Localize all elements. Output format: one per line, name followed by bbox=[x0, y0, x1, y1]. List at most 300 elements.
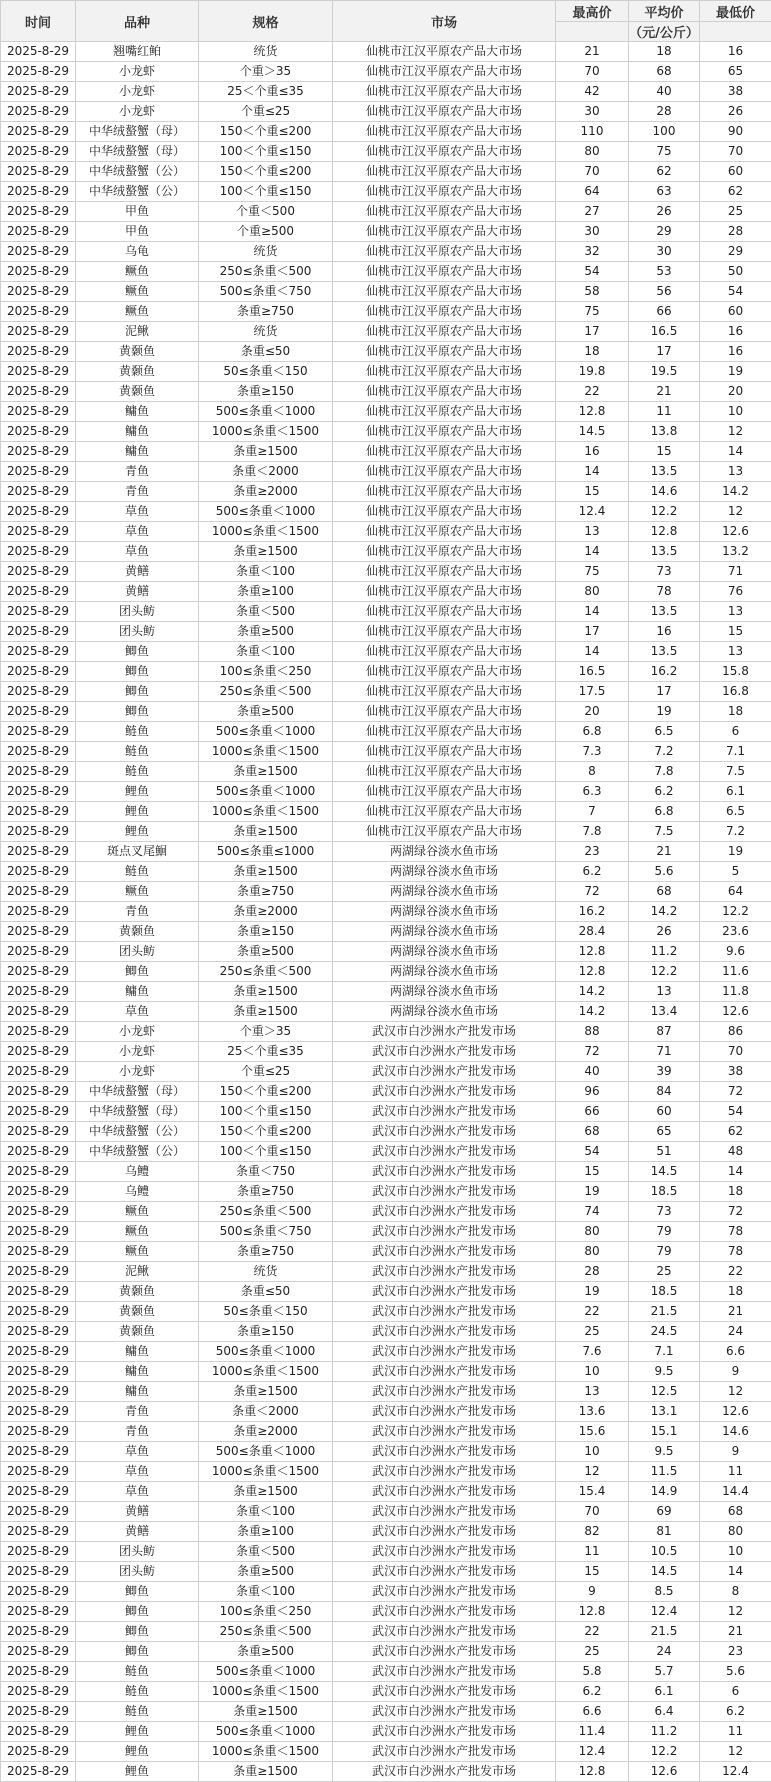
cell-variety: 团头鲂 bbox=[76, 1562, 199, 1582]
cell-high: 16.2 bbox=[556, 902, 629, 922]
cell-low: 13 bbox=[700, 642, 771, 662]
cell-low: 7.1 bbox=[700, 742, 771, 762]
cell-market: 武汉市白沙洲水产批发市场 bbox=[333, 1322, 556, 1342]
cell-high: 58 bbox=[556, 282, 629, 302]
cell-avg: 19.5 bbox=[629, 362, 700, 382]
cell-high: 7.8 bbox=[556, 822, 629, 842]
table-row bbox=[1, 602, 771, 622]
cell-variety: 鲤鱼 bbox=[76, 1722, 199, 1742]
cell-high: 27 bbox=[556, 202, 629, 222]
cell-low: 54 bbox=[700, 1102, 771, 1122]
table-row bbox=[1, 902, 771, 922]
cell-spec: 条重＜100 bbox=[199, 1502, 333, 1522]
cell-market: 武汉市白沙洲水产批发市场 bbox=[333, 1402, 556, 1422]
cell-variety: 鲫鱼 bbox=[76, 962, 199, 982]
cell-avg: 12.2 bbox=[629, 502, 700, 522]
table-row bbox=[1, 1082, 771, 1102]
table-row bbox=[1, 382, 771, 402]
cell-time: 2025-8-29 bbox=[1, 1322, 76, 1342]
cell-avg: 13.5 bbox=[629, 542, 700, 562]
cell-market: 武汉市白沙洲水产批发市场 bbox=[333, 1582, 556, 1602]
cell-market: 仙桃市江汉平原农产品大市场 bbox=[333, 662, 556, 682]
cell-spec: 条重≥500 bbox=[199, 702, 333, 722]
cell-high: 12.8 bbox=[556, 1602, 629, 1622]
cell-avg: 30 bbox=[629, 242, 700, 262]
cell-low: 60 bbox=[700, 302, 771, 322]
cell-avg: 7.1 bbox=[629, 1342, 700, 1362]
table-row bbox=[1, 122, 771, 142]
cell-high: 80 bbox=[556, 142, 629, 162]
cell-variety: 鲫鱼 bbox=[76, 1602, 199, 1622]
cell-variety: 中华绒螯蟹（母） bbox=[76, 1082, 199, 1102]
cell-time: 2025-8-29 bbox=[1, 62, 76, 82]
table-row bbox=[1, 702, 771, 722]
cell-high: 13 bbox=[556, 1382, 629, 1402]
cell-avg: 11.5 bbox=[629, 1462, 700, 1482]
table-row bbox=[1, 882, 771, 902]
cell-variety: 黄颡鱼 bbox=[76, 342, 199, 362]
cell-time: 2025-8-29 bbox=[1, 922, 76, 942]
cell-variety: 斑点叉尾鮰 bbox=[76, 842, 199, 862]
cell-market: 仙桃市江汉平原农产品大市场 bbox=[333, 462, 556, 482]
table-row bbox=[1, 202, 771, 222]
cell-variety: 小龙虾 bbox=[76, 102, 199, 122]
cell-time: 2025-8-29 bbox=[1, 1222, 76, 1242]
cell-high: 70 bbox=[556, 162, 629, 182]
cell-low: 15 bbox=[700, 622, 771, 642]
cell-time: 2025-8-29 bbox=[1, 722, 76, 742]
cell-avg: 18 bbox=[629, 42, 700, 62]
cell-time: 2025-8-29 bbox=[1, 762, 76, 782]
cell-avg: 68 bbox=[629, 62, 700, 82]
cell-high: 14 bbox=[556, 642, 629, 662]
table-row bbox=[1, 442, 771, 462]
cell-high: 7 bbox=[556, 802, 629, 822]
cell-avg: 7.8 bbox=[629, 762, 700, 782]
cell-low: 6.2 bbox=[700, 1702, 771, 1722]
cell-market: 两湖绿谷淡水鱼市场 bbox=[333, 922, 556, 942]
cell-variety: 中华绒螯蟹（母） bbox=[76, 142, 199, 162]
cell-time: 2025-8-29 bbox=[1, 1402, 76, 1422]
cell-time: 2025-8-29 bbox=[1, 1622, 76, 1642]
cell-variety: 团头鲂 bbox=[76, 1542, 199, 1562]
cell-time: 2025-8-29 bbox=[1, 1342, 76, 1362]
table-row bbox=[1, 1722, 771, 1742]
cell-market: 武汉市白沙洲水产批发市场 bbox=[333, 1022, 556, 1042]
cell-time: 2025-8-29 bbox=[1, 962, 76, 982]
cell-spec: 100≤条重＜250 bbox=[199, 1602, 333, 1622]
cell-variety: 翘嘴红鲌 bbox=[76, 42, 199, 62]
cell-high: 70 bbox=[556, 62, 629, 82]
cell-market: 仙桃市江汉平原农产品大市场 bbox=[333, 162, 556, 182]
cell-low: 18 bbox=[700, 702, 771, 722]
cell-high: 11.4 bbox=[556, 1722, 629, 1742]
cell-variety: 鲢鱼 bbox=[76, 862, 199, 882]
cell-high: 10 bbox=[556, 1362, 629, 1382]
cell-market: 武汉市白沙洲水产批发市场 bbox=[333, 1642, 556, 1662]
cell-low: 16 bbox=[700, 322, 771, 342]
cell-market: 武汉市白沙洲水产批发市场 bbox=[333, 1142, 556, 1162]
table-header bbox=[1, 1, 771, 42]
cell-time: 2025-8-29 bbox=[1, 842, 76, 862]
cell-high: 17.5 bbox=[556, 682, 629, 702]
cell-time: 2025-8-29 bbox=[1, 282, 76, 302]
cell-spec: 条重≥1500 bbox=[199, 1002, 333, 1022]
cell-avg: 81 bbox=[629, 1522, 700, 1542]
cell-high: 110 bbox=[556, 122, 629, 142]
cell-market: 武汉市白沙洲水产批发市场 bbox=[333, 1702, 556, 1722]
cell-low: 25 bbox=[700, 202, 771, 222]
table-row bbox=[1, 1322, 771, 1342]
cell-high: 7.6 bbox=[556, 1342, 629, 1362]
cell-high: 12.8 bbox=[556, 942, 629, 962]
cell-avg: 17 bbox=[629, 342, 700, 362]
cell-avg: 11.2 bbox=[629, 1722, 700, 1742]
cell-avg: 26 bbox=[629, 202, 700, 222]
cell-low: 12.6 bbox=[700, 1402, 771, 1422]
cell-variety: 鲢鱼 bbox=[76, 742, 199, 762]
cell-avg: 13 bbox=[629, 982, 700, 1002]
cell-high: 22 bbox=[556, 1302, 629, 1322]
cell-variety: 青鱼 bbox=[76, 462, 199, 482]
header-unit: （元/公斤） bbox=[629, 22, 700, 42]
cell-variety: 小龙虾 bbox=[76, 82, 199, 102]
cell-high: 9 bbox=[556, 1582, 629, 1602]
cell-low: 78 bbox=[700, 1242, 771, 1262]
cell-variety: 黄颡鱼 bbox=[76, 922, 199, 942]
cell-avg: 16 bbox=[629, 622, 700, 642]
cell-market: 仙桃市江汉平原农产品大市场 bbox=[333, 382, 556, 402]
cell-market: 两湖绿谷淡水鱼市场 bbox=[333, 982, 556, 1002]
cell-market: 仙桃市江汉平原农产品大市场 bbox=[333, 602, 556, 622]
cell-low: 72 bbox=[700, 1082, 771, 1102]
cell-spec: 250≤条重＜500 bbox=[199, 962, 333, 982]
cell-variety: 乌龟 bbox=[76, 242, 199, 262]
cell-spec: 50≤条重＜150 bbox=[199, 1302, 333, 1322]
cell-market: 仙桃市江汉平原农产品大市场 bbox=[333, 482, 556, 502]
cell-high: 80 bbox=[556, 1242, 629, 1262]
cell-high: 12 bbox=[556, 1462, 629, 1482]
table-row bbox=[1, 542, 771, 562]
cell-high: 6.8 bbox=[556, 722, 629, 742]
table-row bbox=[1, 1682, 771, 1702]
cell-variety: 黄鳝 bbox=[76, 1502, 199, 1522]
cell-market: 武汉市白沙洲水产批发市场 bbox=[333, 1122, 556, 1142]
cell-time: 2025-8-29 bbox=[1, 1042, 76, 1062]
table-row bbox=[1, 182, 771, 202]
table-row bbox=[1, 1002, 771, 1022]
cell-low: 12 bbox=[700, 1382, 771, 1402]
table-row bbox=[1, 1642, 771, 1662]
cell-time: 2025-8-29 bbox=[1, 82, 76, 102]
cell-avg: 13.8 bbox=[629, 422, 700, 442]
cell-low: 62 bbox=[700, 182, 771, 202]
table-row bbox=[1, 1622, 771, 1642]
cell-time: 2025-8-29 bbox=[1, 362, 76, 382]
cell-low: 64 bbox=[700, 882, 771, 902]
cell-time: 2025-8-29 bbox=[1, 1602, 76, 1622]
cell-high: 6.2 bbox=[556, 862, 629, 882]
table-row bbox=[1, 582, 771, 602]
cell-low: 80 bbox=[700, 1522, 771, 1542]
cell-spec: 条重≥2000 bbox=[199, 1422, 333, 1442]
header-spec: 规格 bbox=[199, 1, 333, 42]
header-market: 市场 bbox=[333, 1, 556, 42]
cell-market: 两湖绿谷淡水鱼市场 bbox=[333, 1002, 556, 1022]
cell-time: 2025-8-29 bbox=[1, 142, 76, 162]
cell-variety: 鳜鱼 bbox=[76, 882, 199, 902]
cell-avg: 13.5 bbox=[629, 642, 700, 662]
cell-high: 5.8 bbox=[556, 1662, 629, 1682]
cell-spec: 条重≥150 bbox=[199, 922, 333, 942]
cell-high: 82 bbox=[556, 1522, 629, 1542]
cell-avg: 16.5 bbox=[629, 322, 700, 342]
cell-avg: 9.5 bbox=[629, 1362, 700, 1382]
cell-low: 62 bbox=[700, 1122, 771, 1142]
cell-high: 16.5 bbox=[556, 662, 629, 682]
cell-low: 12 bbox=[700, 422, 771, 442]
table-row bbox=[1, 1062, 771, 1082]
cell-variety: 黄颡鱼 bbox=[76, 1322, 199, 1342]
cell-high: 15 bbox=[556, 1162, 629, 1182]
cell-high: 42 bbox=[556, 82, 629, 102]
cell-variety: 小龙虾 bbox=[76, 62, 199, 82]
cell-time: 2025-8-29 bbox=[1, 102, 76, 122]
cell-variety: 黄鳝 bbox=[76, 582, 199, 602]
table-row bbox=[1, 302, 771, 322]
cell-high: 30 bbox=[556, 102, 629, 122]
cell-time: 2025-8-29 bbox=[1, 1282, 76, 1302]
cell-high: 80 bbox=[556, 582, 629, 602]
cell-time: 2025-8-29 bbox=[1, 502, 76, 522]
cell-high: 22 bbox=[556, 1622, 629, 1642]
cell-market: 武汉市白沙洲水产批发市场 bbox=[333, 1302, 556, 1322]
cell-market: 仙桃市江汉平原农产品大市场 bbox=[333, 442, 556, 462]
cell-low: 6 bbox=[700, 722, 771, 742]
cell-time: 2025-8-29 bbox=[1, 1382, 76, 1402]
cell-low: 21 bbox=[700, 1302, 771, 1322]
cell-variety: 鳜鱼 bbox=[76, 302, 199, 322]
cell-market: 武汉市白沙洲水产批发市场 bbox=[333, 1462, 556, 1482]
cell-variety: 鳙鱼 bbox=[76, 422, 199, 442]
cell-market: 武汉市白沙洲水产批发市场 bbox=[333, 1082, 556, 1102]
table-row bbox=[1, 1462, 771, 1482]
cell-avg: 6.5 bbox=[629, 722, 700, 742]
cell-market: 仙桃市江汉平原农产品大市场 bbox=[333, 722, 556, 742]
cell-high: 80 bbox=[556, 1222, 629, 1242]
table-row bbox=[1, 922, 771, 942]
cell-spec: 500≤条重＜1000 bbox=[199, 782, 333, 802]
cell-high: 11 bbox=[556, 1542, 629, 1562]
cell-spec: 25＜个重≤35 bbox=[199, 82, 333, 102]
table-row bbox=[1, 642, 771, 662]
cell-avg: 12.5 bbox=[629, 1382, 700, 1402]
cell-market: 武汉市白沙洲水产批发市场 bbox=[333, 1502, 556, 1522]
cell-variety: 鲫鱼 bbox=[76, 1642, 199, 1662]
table-row bbox=[1, 1242, 771, 1262]
cell-avg: 60 bbox=[629, 1102, 700, 1122]
cell-time: 2025-8-29 bbox=[1, 1002, 76, 1022]
cell-time: 2025-8-29 bbox=[1, 942, 76, 962]
cell-spec: 条重≥1500 bbox=[199, 1482, 333, 1502]
cell-market: 武汉市白沙洲水产批发市场 bbox=[333, 1222, 556, 1242]
cell-spec: 500≤条重＜1000 bbox=[199, 1442, 333, 1462]
cell-spec: 条重≥150 bbox=[199, 382, 333, 402]
cell-low: 19 bbox=[700, 842, 771, 862]
table-row bbox=[1, 522, 771, 542]
cell-market: 武汉市白沙洲水产批发市场 bbox=[333, 1722, 556, 1742]
cell-time: 2025-8-29 bbox=[1, 682, 76, 702]
table-row bbox=[1, 1162, 771, 1182]
cell-spec: 条重≥150 bbox=[199, 1322, 333, 1342]
cell-variety: 中华绒螯蟹（母） bbox=[76, 1102, 199, 1122]
cell-avg: 21.5 bbox=[629, 1302, 700, 1322]
table-row bbox=[1, 1182, 771, 1202]
cell-variety: 鲢鱼 bbox=[76, 1682, 199, 1702]
cell-time: 2025-8-29 bbox=[1, 442, 76, 462]
cell-avg: 21 bbox=[629, 842, 700, 862]
cell-avg: 56 bbox=[629, 282, 700, 302]
cell-avg: 63 bbox=[629, 182, 700, 202]
cell-variety: 黄颡鱼 bbox=[76, 1282, 199, 1302]
cell-market: 武汉市白沙洲水产批发市场 bbox=[333, 1102, 556, 1122]
cell-spec: 500≤条重＜1000 bbox=[199, 1722, 333, 1742]
cell-time: 2025-8-29 bbox=[1, 522, 76, 542]
cell-high: 96 bbox=[556, 1082, 629, 1102]
cell-avg: 14.2 bbox=[629, 902, 700, 922]
cell-spec: 条重≥2000 bbox=[199, 902, 333, 922]
cell-market: 仙桃市江汉平原农产品大市场 bbox=[333, 622, 556, 642]
cell-low: 23.6 bbox=[700, 922, 771, 942]
table-row bbox=[1, 1262, 771, 1282]
cell-high: 17 bbox=[556, 622, 629, 642]
cell-time: 2025-8-29 bbox=[1, 702, 76, 722]
table-row bbox=[1, 1442, 771, 1462]
table-row bbox=[1, 1282, 771, 1302]
cell-spec: 条重＜500 bbox=[199, 1542, 333, 1562]
cell-avg: 13.4 bbox=[629, 1002, 700, 1022]
cell-time: 2025-8-29 bbox=[1, 1542, 76, 1562]
cell-time: 2025-8-29 bbox=[1, 482, 76, 502]
cell-market: 武汉市白沙洲水产批发市场 bbox=[333, 1442, 556, 1462]
header-variety: 品种 bbox=[76, 1, 199, 42]
header-low: 最低价 bbox=[700, 1, 771, 22]
cell-spec: 条重＜500 bbox=[199, 602, 333, 622]
cell-avg: 18.5 bbox=[629, 1282, 700, 1302]
cell-low: 54 bbox=[700, 282, 771, 302]
cell-market: 仙桃市江汉平原农产品大市场 bbox=[333, 282, 556, 302]
cell-spec: 条重≥1500 bbox=[199, 542, 333, 562]
cell-avg: 79 bbox=[629, 1242, 700, 1262]
cell-avg: 71 bbox=[629, 1042, 700, 1062]
cell-low: 12.6 bbox=[700, 522, 771, 542]
cell-time: 2025-8-29 bbox=[1, 582, 76, 602]
cell-low: 48 bbox=[700, 1142, 771, 1162]
cell-spec: 条重≥750 bbox=[199, 882, 333, 902]
cell-avg: 28 bbox=[629, 102, 700, 122]
cell-avg: 87 bbox=[629, 1022, 700, 1042]
cell-time: 2025-8-29 bbox=[1, 242, 76, 262]
cell-avg: 100 bbox=[629, 122, 700, 142]
cell-low: 12 bbox=[700, 502, 771, 522]
cell-variety: 黄鳝 bbox=[76, 562, 199, 582]
cell-high: 14.5 bbox=[556, 422, 629, 442]
cell-time: 2025-8-29 bbox=[1, 662, 76, 682]
table-row bbox=[1, 622, 771, 642]
table-row bbox=[1, 1482, 771, 1502]
cell-high: 6.3 bbox=[556, 782, 629, 802]
cell-market: 武汉市白沙洲水产批发市场 bbox=[333, 1062, 556, 1082]
cell-market: 两湖绿谷淡水鱼市场 bbox=[333, 942, 556, 962]
cell-spec: 条重＜750 bbox=[199, 1162, 333, 1182]
cell-high: 28.4 bbox=[556, 922, 629, 942]
cell-low: 16 bbox=[700, 342, 771, 362]
cell-market: 仙桃市江汉平原农产品大市场 bbox=[333, 102, 556, 122]
cell-time: 2025-8-29 bbox=[1, 542, 76, 562]
cell-spec: 个重＞35 bbox=[199, 62, 333, 82]
table-row bbox=[1, 502, 771, 522]
cell-avg: 51 bbox=[629, 1142, 700, 1162]
cell-low: 20 bbox=[700, 382, 771, 402]
cell-spec: 1000≤条重＜1500 bbox=[199, 522, 333, 542]
cell-variety: 小龙虾 bbox=[76, 1062, 199, 1082]
cell-high: 75 bbox=[556, 562, 629, 582]
cell-variety: 黄鳝 bbox=[76, 1522, 199, 1542]
cell-market: 仙桃市江汉平原农产品大市场 bbox=[333, 42, 556, 62]
cell-variety: 鳜鱼 bbox=[76, 282, 199, 302]
cell-variety: 鲢鱼 bbox=[76, 762, 199, 782]
cell-spec: 条重≥1500 bbox=[199, 762, 333, 782]
cell-time: 2025-8-29 bbox=[1, 1722, 76, 1742]
cell-low: 10 bbox=[700, 1542, 771, 1562]
cell-spec: 100＜个重≤150 bbox=[199, 1142, 333, 1162]
cell-low: 22 bbox=[700, 1262, 771, 1282]
header-time: 时间 bbox=[1, 1, 76, 42]
table-row bbox=[1, 942, 771, 962]
cell-spec: 150＜个重≤200 bbox=[199, 162, 333, 182]
cell-high: 17 bbox=[556, 322, 629, 342]
cell-spec: 100＜个重≤150 bbox=[199, 1102, 333, 1122]
cell-spec: 统货 bbox=[199, 242, 333, 262]
cell-time: 2025-8-29 bbox=[1, 322, 76, 342]
cell-spec: 个重≤25 bbox=[199, 102, 333, 122]
cell-high: 15 bbox=[556, 482, 629, 502]
cell-market: 武汉市白沙洲水产批发市场 bbox=[333, 1282, 556, 1302]
cell-avg: 25 bbox=[629, 1262, 700, 1282]
cell-spec: 条重≥1500 bbox=[199, 982, 333, 1002]
cell-market: 两湖绿谷淡水鱼市场 bbox=[333, 902, 556, 922]
cell-market: 武汉市白沙洲水产批发市场 bbox=[333, 1242, 556, 1262]
cell-avg: 14.9 bbox=[629, 1482, 700, 1502]
cell-spec: 条重≥750 bbox=[199, 302, 333, 322]
cell-avg: 78 bbox=[629, 582, 700, 602]
cell-low: 18 bbox=[700, 1282, 771, 1302]
cell-time: 2025-8-29 bbox=[1, 642, 76, 662]
cell-time: 2025-8-29 bbox=[1, 562, 76, 582]
cell-avg: 66 bbox=[629, 302, 700, 322]
cell-low: 65 bbox=[700, 62, 771, 82]
cell-variety: 鲤鱼 bbox=[76, 802, 199, 822]
cell-variety: 草鱼 bbox=[76, 1002, 199, 1022]
cell-high: 10 bbox=[556, 1442, 629, 1462]
cell-low: 8 bbox=[700, 1582, 771, 1602]
cell-market: 仙桃市江汉平原农产品大市场 bbox=[333, 682, 556, 702]
cell-time: 2025-8-29 bbox=[1, 122, 76, 142]
cell-market: 两湖绿谷淡水鱼市场 bbox=[333, 962, 556, 982]
cell-high: 19 bbox=[556, 1182, 629, 1202]
table-row bbox=[1, 962, 771, 982]
cell-low: 10 bbox=[700, 402, 771, 422]
